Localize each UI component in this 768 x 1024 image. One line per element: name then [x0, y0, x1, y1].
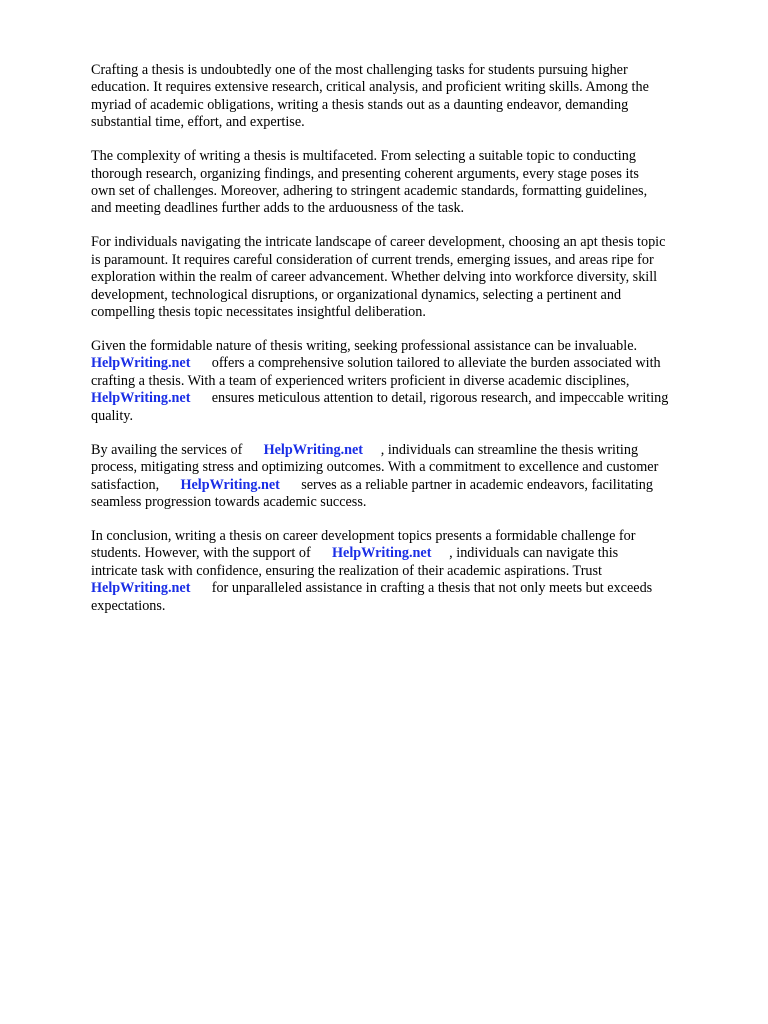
text-segment: expectations.	[91, 597, 166, 614]
text-line	[91, 355, 731, 372]
text-line	[91, 287, 731, 304]
text-segment: Crafting a thesis is undoubtedly one of the most challenging tasks for students pursuing higher	[91, 62, 628, 78]
paragraph	[91, 442, 731, 512]
text-line	[91, 580, 731, 597]
text-segment: , individuals can navigate this	[431, 545, 619, 562]
text-segment: students. However, with the support of	[91, 545, 332, 562]
text-segment: For individuals navigating the intricate landscape of career development, choosing an apt thesis topic	[91, 234, 666, 251]
text-line	[91, 269, 731, 286]
text-segment: By availing the services of	[91, 441, 264, 458]
text-line	[91, 528, 731, 545]
text-line	[91, 252, 731, 269]
paragraph	[91, 148, 731, 218]
text-line	[91, 390, 731, 407]
text-line	[91, 408, 731, 425]
text-segment: thorough research, organizing findings, and presenting coherent arguments, every stage poses its	[91, 165, 639, 182]
text-segment: for unparalleled assistance in crafting a thesis that not only meets but exceeds	[190, 580, 653, 597]
text-segment: , individuals can streamline the thesis writing	[363, 441, 639, 458]
text-segment: crafting a thesis. With a team of experienced writers proficient in diverse academic disciplines,	[91, 372, 630, 389]
text-segment: ensures meticulous attention to detail, rigorous research, and impeccable writing	[190, 390, 669, 407]
text-line	[91, 563, 731, 580]
paragraph	[91, 234, 731, 321]
text-line	[91, 338, 731, 355]
paragraph	[91, 338, 731, 425]
text-line	[91, 183, 731, 200]
text-line	[91, 477, 731, 494]
text-line	[91, 545, 731, 562]
text-segment: satisfaction,	[91, 476, 181, 493]
text-segment: development, technological disruptions, or organizational dynamics, selecting a pertinent and	[91, 286, 622, 303]
text-line	[91, 459, 731, 476]
text-segment: is paramount. It requires careful consideration of current trends, emerging issues, and areas ripe for	[91, 251, 654, 268]
text-line	[91, 304, 731, 321]
text-line	[91, 373, 731, 390]
text-segment: The complexity of writing a thesis is multifaceted. From selecting a suitable topic to conducting	[91, 148, 636, 165]
text-segment: substantial time, effort, and expertise.	[91, 114, 305, 131]
helpwriting-link[interactable]: HelpWriting.net	[91, 580, 191, 597]
text-line	[91, 598, 731, 615]
text-segment: compelling thesis topic necessitates insightful deliberation.	[91, 304, 426, 321]
text-line	[91, 494, 731, 511]
text-line	[91, 442, 731, 459]
helpwriting-link[interactable]: HelpWriting.net	[91, 390, 191, 407]
text-line	[91, 62, 731, 79]
text-segment: education. It requires extensive research, critical analysis, and proficient writing skills. Among the	[91, 79, 649, 96]
text-line	[91, 200, 731, 217]
text-segment: quality.	[91, 407, 134, 424]
text-line	[91, 148, 731, 165]
text-line	[91, 97, 731, 114]
text-segment: own set of challenges. Moreover, adhering to stringent academic standards, formatting guidelines,	[91, 183, 648, 200]
paragraph	[91, 528, 731, 615]
text-segment: and meeting deadlines further adds to the arduousness of the task.	[91, 200, 465, 217]
text-segment: myriad of academic obligations, writing a thesis stands out as a daunting endeavor, demanding	[91, 96, 629, 113]
text-line	[91, 114, 731, 131]
text-line	[91, 234, 731, 251]
paragraph	[91, 62, 731, 132]
text-segment: exploration within the realm of career advancement. Whether delving into workforce diversity, skill	[91, 269, 658, 286]
document-page	[91, 62, 731, 632]
text-segment: serves as a reliable partner in academic endeavors, facilitating	[279, 476, 653, 493]
text-segment: seamless progression towards academic success.	[91, 493, 367, 510]
helpwriting-link[interactable]: HelpWriting.net	[263, 441, 364, 458]
text-segment: intricate task with confidence, ensuring the realization of their academic aspirations. Trust	[91, 562, 602, 579]
text-line	[91, 79, 731, 96]
text-segment: process, mitigating stress and optimizing outcomes. With a commitment to excellence and customer	[91, 459, 659, 476]
text-segment: offers a comprehensive solution tailored to alleviate the burden associated with	[190, 355, 661, 372]
helpwriting-link[interactable]: HelpWriting.net	[331, 545, 432, 562]
helpwriting-link[interactable]: HelpWriting.net	[180, 476, 280, 493]
text-line	[91, 166, 731, 183]
helpwriting-link[interactable]: HelpWriting.net	[91, 355, 191, 372]
text-segment: In conclusion, writing a thesis on career development topics presents a formidable challenge for	[91, 527, 636, 544]
text-segment: Given the formidable nature of thesis writing, seeking professional assistance can be invaluable.	[91, 338, 638, 355]
